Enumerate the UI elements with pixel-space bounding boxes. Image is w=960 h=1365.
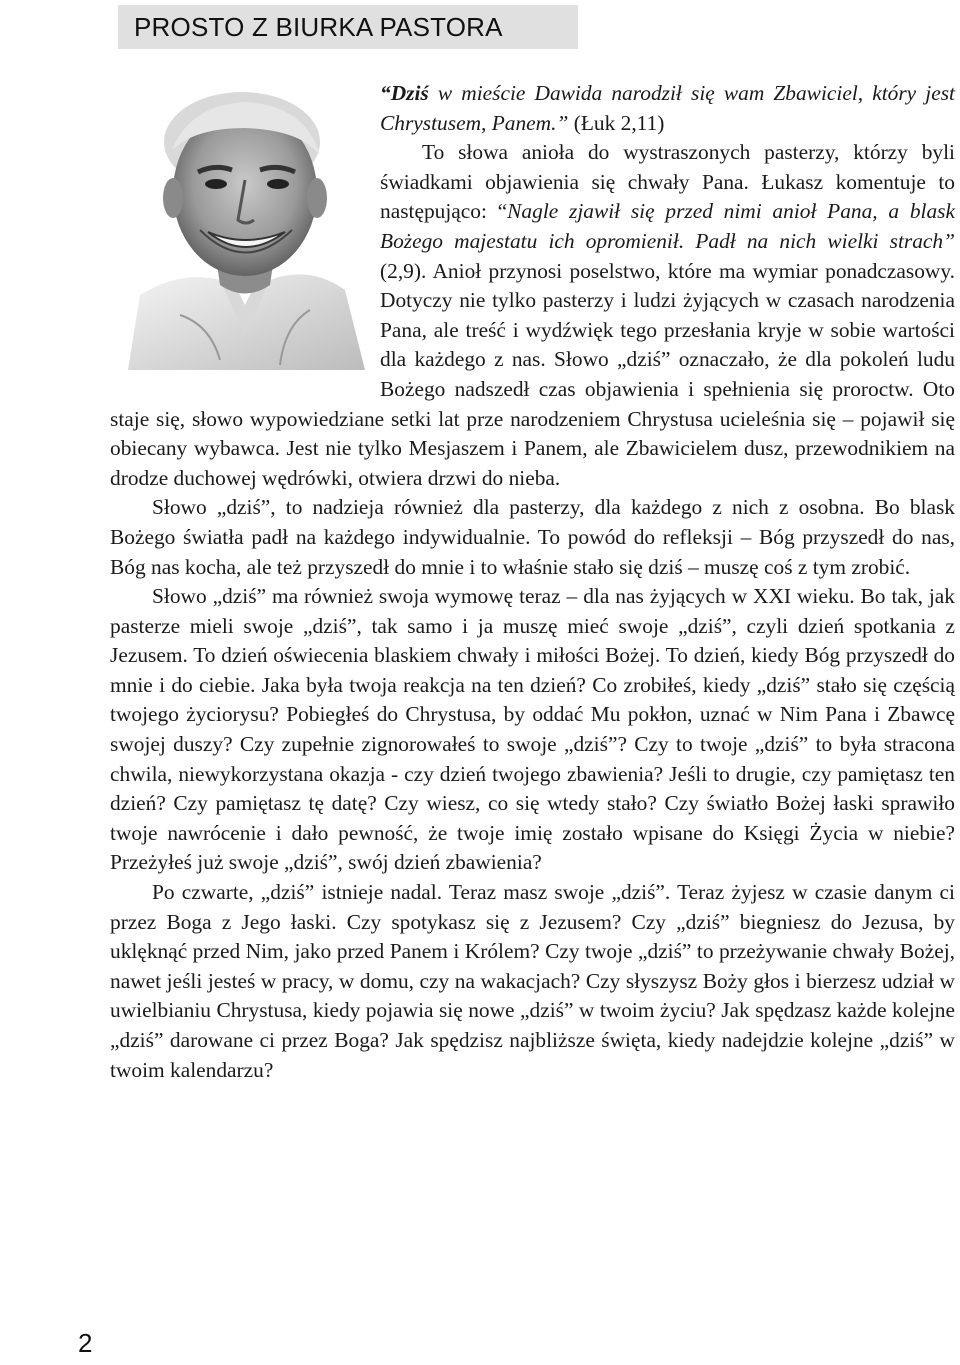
article-paragraph-3: Słowo „dziś” ma również swoja wymowę teraz – dla nas żyjących w XXI wieku. Bo tak, jak pasterze mieli swoje „dziś”, tak samo i ja muszę mieć swoje „dziś”, czyli dzień spotkania z Jezusem. To dzień oświecenia blaskiem chwały i miłości Bożej. To dzień, kiedy Bóg przyszedł do mnie i do ciebie. Jaka była twoja reakcja na ten dzień? Co zrobiłeś, kiedy „dziś” stało się częścią twojego życiorysu? Pobiegłeś do Chrystusa, by oddać Mu pokłon, uznać w Nim Pana i Zbawcę swojej duszy? Czy zupełnie zignorowałeś to swoje „dziś”? Czy to twoje „dziś” to była stracona chwila, niewykorzystana okazja - czy dzień twojego zbawienia? Jeśli to drugie, czy pamiętasz ten dzień? Czy pamiętasz tę datę? Czy wiesz, co się wtedy stało? Czy światło Bożej łaski sprawiło twoje nawrócenie i dało pewność, że twoje imię zostało wpisane do Księgi Życia w niebie? Przeżyłeś już swoje „dziś”, swój dzień zbawienia? bbox=[110, 584, 955, 875]
page-title: PROSTO Z BIURKA PASTORA bbox=[134, 12, 503, 42]
intro-quote-bold: “Dziś bbox=[380, 81, 429, 105]
article-paragraph-4: Po czwarte, „dziś” istnieje nadal. Teraz masz swoje „dziś”. Teraz żyjesz w czasie danym ci przez Boga z Jego łaski. Czy spotykasz się z Jezusem? Czy „dziś” biegniesz do Jezusa, by uklęknąć przed Nim, jako przed Panem i Królem? Czy twoje „dziś” to przeżywanie chwały Bożej, nawet jeśli jesteś w pracy, w domu, czy na wakacjach? Czy słyszysz Boży głos i bierzesz udział w uwielbianiu Chrystusa, kiedy pojawia się nowe „dziś” w twoim życiu? Jak spędzasz każde kolejne „dziś” darowane ci przez Boga? Jak spędzisz najbliższe święta, kiedy nadejdzie kolejne „dziś” w twoim kalendarzu? bbox=[110, 880, 955, 1082]
intro-reference-two: (2,9). bbox=[380, 258, 433, 283]
intro-quote-text: w mieście Dawida narodził się wam Zbawiciel, który jest Chrystusem, Panem.” bbox=[380, 81, 955, 135]
article-body bbox=[110, 79, 955, 1085]
intro-rest: Anioł przynosi poselstwo, które ma wymiar ponadczasowy. Dotyczy nie tylko pasterzy i ludzi żyjących w czasach narodzenia Pana, ale treść i wydźwięk tego przesłania kryje w sobie wartości dla każdego z nas. Słowo „dziś” oznaczało, że dla pokoleń ludu Bożego nadszedł czas objawienia i spełnienia się proroctw. Oto staje się, słowo wypowiedziane setki lat prze narodzeniem Chrystusa ucieleśnia się – pojawił się obiecany wybawca. Jest nie tylko Mesjaszem i Panem, ale Zbawicielem dusz, przewodnikiem na drodze duchowej wędrówki, otwiera drzwi do nieba. bbox=[110, 258, 956, 490]
article-paragraph-2: Słowo „dziś”, to nadzieja również dla pasterzy, dla każdego z nich z osobna. Bo blask Bożego światła padł na każdego indywidualnie. To powód do refleksji – Bóg przyszedł do nas, Bóg nas kocha, ale też przyszedł do mnie i to właśnie stało się dziś – muszę coś z tym zrobić. bbox=[110, 495, 955, 579]
page-number: 2 bbox=[78, 1328, 93, 1358]
intro-reference: (Łuk 2,11) bbox=[568, 110, 665, 135]
intro-quote-two: Nagle zjawił się przed nimi anioł Pana, a blask Bożego majestatu ich opromienił. Padł na nich wielki strach” bbox=[380, 199, 955, 253]
photo-wrap-spacer bbox=[110, 79, 380, 401]
intro-line: To słowa anioła do wystraszonych pasterzy, którzy byli świadkami objawienia się chwały Pana. Łukasz komentuje to następująco: “ bbox=[380, 140, 955, 224]
